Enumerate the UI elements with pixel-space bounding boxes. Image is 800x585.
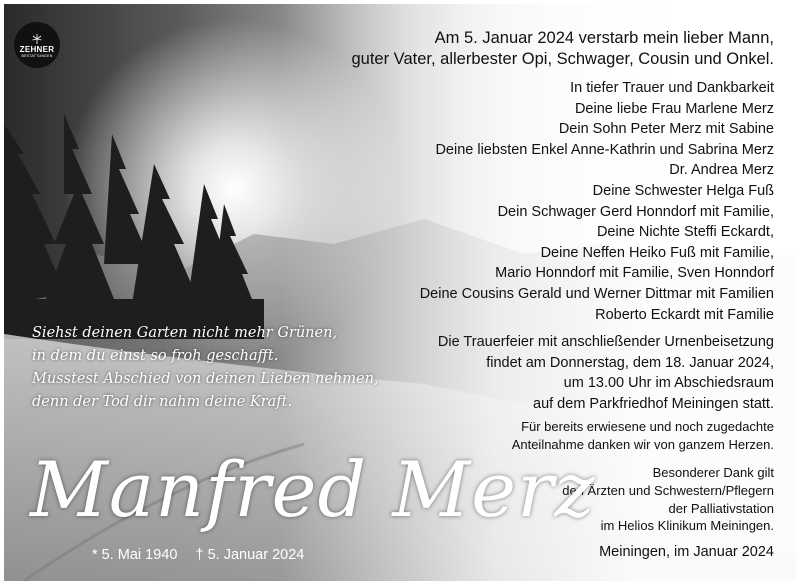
intro-line: Am 5. Januar 2024 verstarb mein lieber Mann, — [434, 29, 774, 47]
mourner-line: Deine liebsten Enkel Anne-Kathrin und Sabrina Merz — [435, 141, 774, 158]
mourner-line: In tiefer Trauer und Dankbarkeit — [570, 80, 774, 96]
mourner-line: Mario Honndorf mit Familie, Sven Honndorf — [495, 265, 774, 282]
funeral-line: findet am Donnerstag, dem 18. Januar 2024, — [486, 354, 774, 371]
mourner-line: Roberto Eckardt mit Familie — [595, 306, 774, 323]
mourner-line: Deine Nichte Steffi Eckardt, — [596, 224, 774, 241]
poem-line: in dem du einst so froh geschafft. — [32, 348, 279, 364]
special-line: der Palliativstation — [668, 500, 774, 516]
deceased-name: Manfred Merz — [30, 445, 596, 534]
mourner-line: Dein Sohn Peter Merz mit Sabine — [558, 121, 774, 138]
mourner-line: Dr. Andrea Merz — [669, 162, 774, 179]
funeral-info — [438, 332, 774, 414]
mourner-line: Dein Schwager Gerd Honndorf mit Familie, — [497, 203, 774, 220]
poem-line: Musstest Abschied von deinen Lieben nehmen, — [32, 371, 379, 387]
thanks-line: Für bereits erwiesene und noch zugedachte — [521, 419, 774, 434]
special-line: Besonderer Dank gilt — [652, 465, 774, 480]
birth-date: * 5. Mai 1940 — [92, 547, 178, 563]
logo-brand: ZEHNER — [19, 44, 55, 54]
special-line: den Ärzten und Schwestern/Pflegern — [562, 482, 774, 498]
funeral-home-logo — [14, 22, 60, 68]
logo-subtitle: BESTATTUNGEN — [21, 53, 53, 58]
special-line: im Helios Klinikum Meiningen. — [600, 518, 774, 534]
poem-line: Siehst deinen Garten nicht mehr Grünen, — [32, 325, 338, 341]
funeral-line: Die Trauerfeier mit anschließender Urnenbeisetzung — [437, 334, 774, 350]
poem-line: denn der Tod dir nahm deine Kraft. — [32, 394, 293, 410]
thanks-line: Anteilnahme danken wir von ganzem Herzen. — [511, 436, 774, 452]
funeral-line: um 13.00 Uhr im Abschiedsraum — [563, 375, 774, 392]
mourners-list — [420, 78, 774, 325]
mourner-line: Deine liebe Frau Marlene Merz — [574, 100, 774, 117]
poem — [32, 322, 392, 414]
death-date: † 5. Januar 2024 — [195, 547, 305, 563]
mourner-line: Deine Neffen Heiko Fuß mit Familie, — [540, 244, 774, 261]
life-dates — [92, 546, 318, 564]
obituary-notice — [4, 4, 796, 581]
dandelion-icon — [31, 33, 43, 45]
intro-text — [351, 28, 774, 69]
mourner-line: Deine Cousins Gerald und Werner Dittmar mit Familien — [419, 285, 774, 302]
funeral-line: auf dem Parkfriedhof Meiningen statt. — [533, 395, 774, 412]
place-and-date: Meiningen, im Januar 2024 — [599, 544, 774, 560]
mourner-line: Deine Schwester Helga Fuß — [592, 182, 774, 199]
intro-line: guter Vater, allerbester Opi, Schwager, Cousin und Onkel. — [351, 49, 774, 68]
